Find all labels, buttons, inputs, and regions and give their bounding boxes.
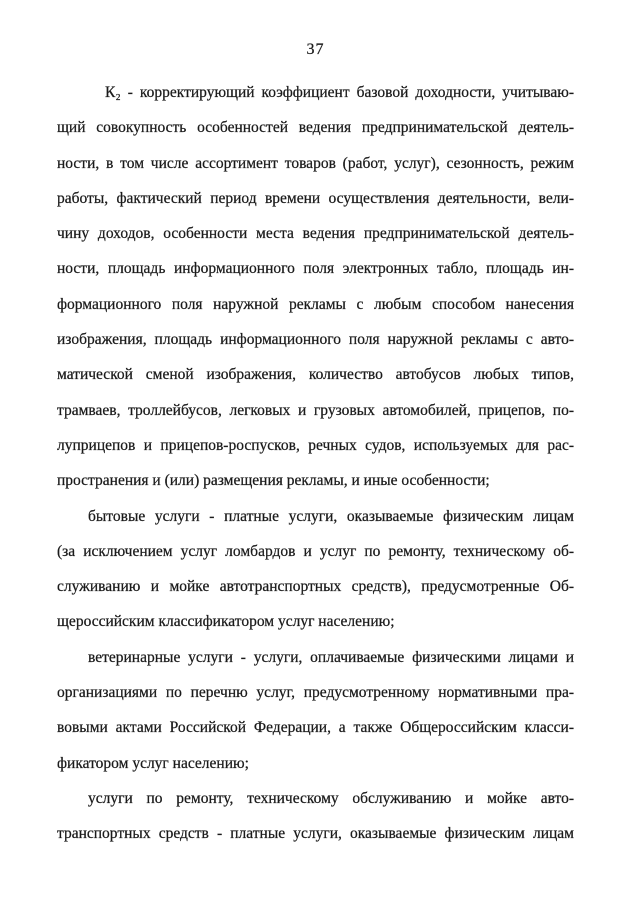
text-line: щий совокупность особенностей ведения предпринимательской деятель- (57, 119, 574, 137)
text-line: изображения, площадь информационного поля наружной рекламы с авто- (57, 331, 574, 349)
text-line: вовыми актами Российской Федерации, а также Общероссийским класси- (57, 719, 574, 737)
text-line: чину доходов, особенности места ведения предпринимательской деятель- (57, 225, 574, 243)
paragraph-vehicle-repair-services-definition (57, 781, 574, 852)
text-line: ветеринарные услуги - услуги, оплачиваемые физическими лицами и (88, 648, 574, 666)
text-line: пространения и (или) размещения рекламы, и иные особенности; (57, 472, 490, 490)
text-line: служиванию и мойке автотранспортных средств), предусмотренные Об- (57, 578, 574, 596)
text-line: луприцепов и прицепов-роспусков, речных судов, используемых для рас- (57, 436, 574, 454)
text-line: щероссийским классификатором услуг населению; (57, 613, 395, 631)
text-line: ности, в том числе ассортимент товаров (работ, услуг), сезонность, режим (57, 154, 574, 172)
text-line: фикатором услуг населению; (57, 754, 249, 772)
text-line: работы, фактический период времени осуществления деятельности, вели- (57, 189, 574, 207)
text-block (57, 75, 574, 852)
text-line: К₂ - корректирующий коэффициент базовой доходности, учитываю- (105, 84, 574, 101)
paragraph-household-services-definition (57, 499, 574, 640)
text-line: услуги по ремонту, техническому обслуживанию и мойке авто- (88, 789, 574, 807)
text-line: организациями по перечню услуг, предусмотренному нормативными пра- (57, 684, 574, 702)
page-number: 37 (306, 41, 325, 58)
text-line: бытовые услуги - платные услуги, оказываемые физическим лицам (88, 507, 574, 525)
paragraph-k2-coefficient-definition (57, 75, 574, 499)
paragraph-veterinary-services-definition (57, 640, 574, 781)
text-line: матической сменой изображения, количество автобусов любых типов, (57, 366, 574, 384)
text-line: трамваев, троллейбусов, легковых и грузовых автомобилей, прицепов, по- (57, 401, 574, 419)
text-line: формационного поля наружной рекламы с любым способом нанесения (57, 295, 574, 313)
text-line: транспортных средств - платные услуги, оказываемые физическим лицам (57, 825, 574, 843)
text-line: (за исключением услуг ломбардов и услуг по ремонту, техническому об- (57, 542, 574, 560)
text-line: ности, площадь информационного поля электронных табло, площадь ин- (57, 260, 574, 278)
